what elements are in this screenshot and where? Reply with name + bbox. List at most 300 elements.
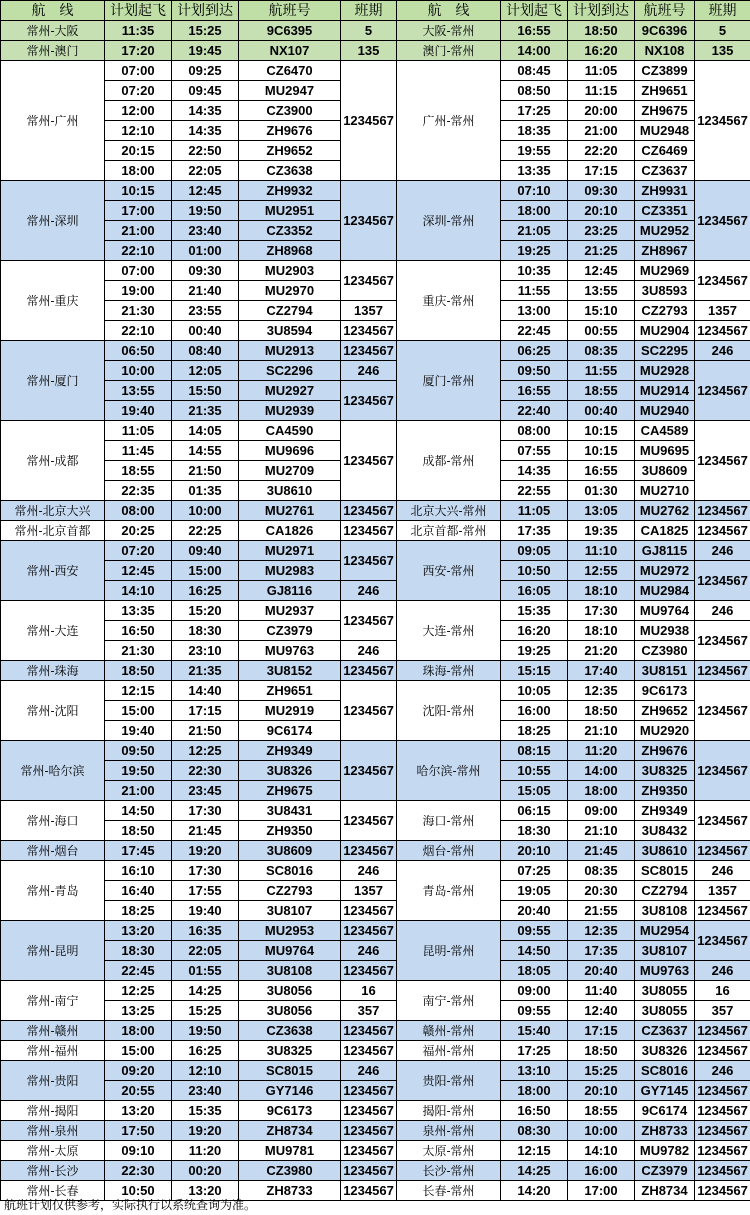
arrive-time: 11:05 bbox=[568, 61, 635, 81]
depart-time: 18:30 bbox=[501, 821, 568, 841]
flight-number: MU2951 bbox=[239, 201, 341, 221]
route-cell: 厦门-常州 bbox=[397, 341, 501, 421]
arrive-time: 10:15 bbox=[568, 421, 635, 441]
days-of-week: 1234567 bbox=[341, 661, 397, 681]
arrive-time: 13:20 bbox=[172, 1181, 239, 1201]
flight-number: MU2948 bbox=[635, 121, 695, 141]
route-cell: 澳门-常州 bbox=[397, 41, 501, 61]
arrive-time: 11:10 bbox=[568, 541, 635, 561]
days-of-week: 1234567 bbox=[695, 1081, 750, 1101]
flight-number: MU9763 bbox=[635, 961, 695, 981]
days-of-week: 246 bbox=[341, 641, 397, 661]
flight-number: ZH8734 bbox=[635, 1181, 695, 1201]
days-of-week: 1234567 bbox=[695, 501, 750, 521]
depart-time: 22:40 bbox=[501, 401, 568, 421]
flight-number: GY7146 bbox=[239, 1081, 341, 1101]
depart-time: 19:05 bbox=[501, 881, 568, 901]
arrive-time: 14:40 bbox=[172, 681, 239, 701]
arrive-time: 17:30 bbox=[568, 601, 635, 621]
depart-time: 08:00 bbox=[501, 421, 568, 441]
depart-time: 16:55 bbox=[501, 21, 568, 41]
depart-time: 07:55 bbox=[501, 441, 568, 461]
route-cell: 赣州-常州 bbox=[397, 1021, 501, 1041]
depart-time: 20:40 bbox=[501, 901, 568, 921]
days-of-week: 5 bbox=[341, 21, 397, 41]
flight-number: MU2971 bbox=[239, 541, 341, 561]
arrive-time: 19:45 bbox=[172, 41, 239, 61]
arrive-time: 23:55 bbox=[172, 301, 239, 321]
route-cell: 广州-常州 bbox=[397, 61, 501, 181]
flight-number: CZ3638 bbox=[239, 1021, 341, 1041]
flight-number: 3U8151 bbox=[635, 661, 695, 681]
arrive-time: 00:20 bbox=[172, 1161, 239, 1181]
arrive-time: 21:40 bbox=[172, 281, 239, 301]
depart-time: 17:35 bbox=[501, 521, 568, 541]
flight-number: 3U8152 bbox=[239, 661, 341, 681]
table-row bbox=[1, 601, 750, 621]
route-cell: 常州-海口 bbox=[1, 801, 105, 841]
depart-time: 20:55 bbox=[105, 1081, 172, 1101]
route-cell: 青岛-常州 bbox=[397, 861, 501, 921]
flight-number: MU2919 bbox=[239, 701, 341, 721]
arrive-time: 21:50 bbox=[172, 721, 239, 741]
table-row bbox=[1, 921, 750, 941]
depart-time: 11:35 bbox=[105, 21, 172, 41]
arrive-time: 19:35 bbox=[568, 521, 635, 541]
days-of-week: 357 bbox=[695, 1001, 750, 1021]
flight-number: 3U8325 bbox=[239, 1041, 341, 1061]
arrive-time: 09:25 bbox=[172, 61, 239, 81]
days-of-week: 1234567 bbox=[341, 1141, 397, 1161]
days-of-week: 1234567 bbox=[341, 1021, 397, 1041]
arrive-time: 19:50 bbox=[172, 201, 239, 221]
depart-time: 19:25 bbox=[501, 241, 568, 261]
depart-time: 16:50 bbox=[105, 621, 172, 641]
depart-time: 18:00 bbox=[105, 161, 172, 181]
flight-number: MU2937 bbox=[239, 601, 341, 621]
days-of-week: 1234567 bbox=[695, 841, 750, 861]
arrive-time: 17:15 bbox=[568, 161, 635, 181]
arrive-time: 09:45 bbox=[172, 81, 239, 101]
route-cell: 常州-厦门 bbox=[1, 341, 105, 421]
flight-number: MU2914 bbox=[635, 381, 695, 401]
arrive-time: 18:50 bbox=[568, 21, 635, 41]
arrive-time: 23:25 bbox=[568, 221, 635, 241]
depart-time: 19:25 bbox=[501, 641, 568, 661]
route-cell: 常州-泉州 bbox=[1, 1121, 105, 1141]
depart-time: 19:55 bbox=[501, 141, 568, 161]
col-days-ret: 班期 bbox=[695, 1, 750, 21]
flight-number: MU2983 bbox=[239, 561, 341, 581]
days-of-week: 1234567 bbox=[695, 1161, 750, 1181]
flight-number: 3U8107 bbox=[239, 901, 341, 921]
days-of-week: 1234567 bbox=[695, 61, 750, 181]
days-of-week: 1234567 bbox=[341, 801, 397, 841]
depart-time: 18:05 bbox=[501, 961, 568, 981]
flight-number: 3U8107 bbox=[635, 941, 695, 961]
depart-time: 09:55 bbox=[501, 1001, 568, 1021]
depart-time: 17:25 bbox=[501, 1041, 568, 1061]
depart-time: 15:00 bbox=[105, 1041, 172, 1061]
arrive-time: 17:40 bbox=[568, 661, 635, 681]
arrive-time: 16:55 bbox=[568, 461, 635, 481]
arrive-time: 22:30 bbox=[172, 761, 239, 781]
arrive-time: 01:00 bbox=[172, 241, 239, 261]
flight-number: ZH9651 bbox=[239, 681, 341, 701]
flight-number: SC8015 bbox=[635, 861, 695, 881]
arrive-time: 18:30 bbox=[172, 621, 239, 641]
depart-time: 10:55 bbox=[501, 761, 568, 781]
flight-number: ZH9676 bbox=[239, 121, 341, 141]
depart-time: 12:00 bbox=[105, 101, 172, 121]
days-of-week: 246 bbox=[341, 1061, 397, 1081]
depart-time: 14:10 bbox=[105, 581, 172, 601]
depart-time: 08:30 bbox=[501, 1121, 568, 1141]
depart-time: 07:20 bbox=[105, 541, 172, 561]
arrive-time: 21:35 bbox=[172, 661, 239, 681]
depart-time: 18:50 bbox=[105, 821, 172, 841]
arrive-time: 11:55 bbox=[568, 361, 635, 381]
depart-time: 19:50 bbox=[105, 761, 172, 781]
route-cell: 北京大兴-常州 bbox=[397, 501, 501, 521]
arrive-time: 18:00 bbox=[568, 781, 635, 801]
days-of-week: 246 bbox=[695, 961, 750, 981]
route-cell: 烟台-常州 bbox=[397, 841, 501, 861]
flight-number: MU2954 bbox=[635, 921, 695, 941]
col-arrive-ret: 计划到达 bbox=[568, 1, 635, 21]
flight-number: MU9696 bbox=[239, 441, 341, 461]
depart-time: 07:25 bbox=[501, 861, 568, 881]
days-of-week: 135 bbox=[341, 41, 397, 61]
flight-number: CA1825 bbox=[635, 521, 695, 541]
days-of-week: 246 bbox=[341, 941, 397, 961]
arrive-time: 08:35 bbox=[568, 861, 635, 881]
flight-number: MU2762 bbox=[635, 501, 695, 521]
arrive-time: 23:10 bbox=[172, 641, 239, 661]
route-cell: 常州-大阪 bbox=[1, 21, 105, 41]
table-row bbox=[1, 1101, 750, 1121]
route-cell: 长春-常州 bbox=[397, 1181, 501, 1201]
days-of-week: 1234567 bbox=[695, 901, 750, 921]
depart-time: 21:00 bbox=[105, 221, 172, 241]
route-cell: 常州-广州 bbox=[1, 61, 105, 181]
depart-time: 21:05 bbox=[501, 221, 568, 241]
arrive-time: 10:15 bbox=[568, 441, 635, 461]
depart-time: 17:50 bbox=[105, 1121, 172, 1141]
arrive-time: 12:35 bbox=[568, 681, 635, 701]
route-cell: 海口-常州 bbox=[397, 801, 501, 841]
depart-time: 17:00 bbox=[105, 201, 172, 221]
table-row bbox=[1, 841, 750, 861]
route-cell: 常州-北京大兴 bbox=[1, 501, 105, 521]
table-row bbox=[1, 301, 750, 321]
flight-number: SC2295 bbox=[635, 341, 695, 361]
depart-time: 13:25 bbox=[105, 1001, 172, 1021]
flight-number: MU2927 bbox=[239, 381, 341, 401]
days-of-week: 1234567 bbox=[695, 801, 750, 841]
flight-number: MU2928 bbox=[635, 361, 695, 381]
flight-number: ZH9652 bbox=[239, 141, 341, 161]
flight-number: 9C6174 bbox=[635, 1101, 695, 1121]
depart-time: 22:35 bbox=[105, 481, 172, 501]
flight-number: 3U8055 bbox=[635, 981, 695, 1001]
days-of-week: 1234567 bbox=[341, 501, 397, 521]
route-cell: 常州-沈阳 bbox=[1, 681, 105, 741]
days-of-week: 1234567 bbox=[341, 1101, 397, 1121]
depart-time: 20:10 bbox=[501, 841, 568, 861]
route-cell: 长沙-常州 bbox=[397, 1161, 501, 1181]
arrive-time: 13:05 bbox=[568, 501, 635, 521]
route-cell: 常州-昆明 bbox=[1, 921, 105, 981]
flight-number: 3U8609 bbox=[239, 841, 341, 861]
flight-number: 9C6396 bbox=[635, 21, 695, 41]
flight-number: MU9763 bbox=[239, 641, 341, 661]
route-cell: 常州-澳门 bbox=[1, 41, 105, 61]
days-of-week: 1357 bbox=[695, 301, 750, 321]
route-cell: 重庆-常州 bbox=[397, 261, 501, 341]
arrive-time: 18:55 bbox=[568, 1101, 635, 1121]
depart-time: 09:50 bbox=[501, 361, 568, 381]
depart-time: 08:45 bbox=[501, 61, 568, 81]
days-of-week: 1234567 bbox=[695, 621, 750, 661]
days-of-week: 1234567 bbox=[695, 421, 750, 501]
arrive-time: 22:20 bbox=[568, 141, 635, 161]
route-cell: 成都-常州 bbox=[397, 421, 501, 501]
depart-time: 12:15 bbox=[501, 1141, 568, 1161]
days-of-week: 246 bbox=[695, 601, 750, 621]
flight-number: SC8016 bbox=[239, 861, 341, 881]
days-of-week: 1234567 bbox=[695, 1021, 750, 1041]
flight-number: ZH9931 bbox=[635, 181, 695, 201]
route-cell: 常州-烟台 bbox=[1, 841, 105, 861]
depart-time: 21:30 bbox=[105, 641, 172, 661]
days-of-week: 246 bbox=[695, 861, 750, 881]
depart-time: 07:10 bbox=[501, 181, 568, 201]
depart-time: 15:05 bbox=[501, 781, 568, 801]
flight-number: CA4590 bbox=[239, 421, 341, 441]
arrive-time: 19:50 bbox=[172, 1021, 239, 1041]
days-of-week: 1234567 bbox=[341, 261, 397, 301]
days-of-week: 16 bbox=[695, 981, 750, 1001]
depart-time: 17:45 bbox=[105, 841, 172, 861]
days-of-week: 1234567 bbox=[695, 261, 750, 301]
route-cell: 大连-常州 bbox=[397, 601, 501, 661]
arrive-time: 18:10 bbox=[568, 581, 635, 601]
flight-number: ZH9349 bbox=[239, 741, 341, 761]
flight-number: CZ3638 bbox=[239, 161, 341, 181]
flight-number: CZ3980 bbox=[635, 641, 695, 661]
col-route-ret: 航 线 bbox=[397, 1, 501, 21]
schedule-body bbox=[1, 21, 750, 1201]
flight-number: CZ3979 bbox=[635, 1161, 695, 1181]
depart-time: 13:35 bbox=[501, 161, 568, 181]
days-of-week: 1234567 bbox=[341, 841, 397, 861]
flight-number: 3U8432 bbox=[635, 821, 695, 841]
table-row bbox=[1, 1001, 750, 1021]
depart-time: 09:05 bbox=[501, 541, 568, 561]
arrive-time: 21:20 bbox=[568, 641, 635, 661]
table-row bbox=[1, 1161, 750, 1181]
route-cell: 太原-常州 bbox=[397, 1141, 501, 1161]
route-cell: 常州-揭阳 bbox=[1, 1101, 105, 1121]
arrive-time: 20:10 bbox=[568, 201, 635, 221]
depart-time: 06:50 bbox=[105, 341, 172, 361]
flight-number: 3U8108 bbox=[635, 901, 695, 921]
col-arrive-out: 计划到达 bbox=[172, 1, 239, 21]
arrive-time: 20:30 bbox=[568, 881, 635, 901]
col-depart-ret: 计划起飞 bbox=[501, 1, 568, 21]
depart-time: 14:25 bbox=[501, 1161, 568, 1181]
days-of-week: 1234567 bbox=[341, 961, 397, 981]
route-cell: 泉州-常州 bbox=[397, 1121, 501, 1141]
table-row bbox=[1, 61, 750, 81]
table-row bbox=[1, 741, 750, 761]
flight-number: 3U8056 bbox=[239, 981, 341, 1001]
arrive-time: 21:25 bbox=[568, 241, 635, 261]
flight-number: CZ3980 bbox=[239, 1161, 341, 1181]
depart-time: 18:50 bbox=[105, 661, 172, 681]
days-of-week: 1357 bbox=[341, 301, 397, 321]
flight-number: MU2904 bbox=[635, 321, 695, 341]
arrive-time: 16:00 bbox=[568, 1161, 635, 1181]
arrive-time: 16:20 bbox=[568, 41, 635, 61]
route-cell: 南宁-常州 bbox=[397, 981, 501, 1021]
flight-number: CA4589 bbox=[635, 421, 695, 441]
depart-time: 18:25 bbox=[501, 721, 568, 741]
flight-number: MU2984 bbox=[635, 581, 695, 601]
arrive-time: 01:35 bbox=[172, 481, 239, 501]
arrive-time: 15:25 bbox=[172, 21, 239, 41]
table-row bbox=[1, 881, 750, 901]
arrive-time: 10:00 bbox=[172, 501, 239, 521]
depart-time: 19:40 bbox=[105, 401, 172, 421]
days-of-week: 1234567 bbox=[341, 1161, 397, 1181]
arrive-time: 08:35 bbox=[568, 341, 635, 361]
depart-time: 22:45 bbox=[105, 961, 172, 981]
days-of-week: 1234567 bbox=[341, 381, 397, 421]
depart-time: 17:20 bbox=[105, 41, 172, 61]
flight-number: 3U8325 bbox=[635, 761, 695, 781]
arrive-time: 12:40 bbox=[568, 1001, 635, 1021]
arrive-time: 21:00 bbox=[568, 121, 635, 141]
flight-number: MU2920 bbox=[635, 721, 695, 741]
col-days-out: 班期 bbox=[341, 1, 397, 21]
depart-time: 16:50 bbox=[501, 1101, 568, 1121]
days-of-week: 246 bbox=[695, 341, 750, 361]
days-of-week: 1357 bbox=[341, 881, 397, 901]
route-cell: 常州-青岛 bbox=[1, 861, 105, 921]
depart-time: 09:00 bbox=[501, 981, 568, 1001]
arrive-time: 23:40 bbox=[172, 221, 239, 241]
flight-number: CZ6469 bbox=[635, 141, 695, 161]
flight-number: MU9781 bbox=[239, 1141, 341, 1161]
arrive-time: 14:05 bbox=[172, 421, 239, 441]
table-row bbox=[1, 1061, 750, 1081]
days-of-week: 1234567 bbox=[695, 321, 750, 341]
arrive-time: 22:05 bbox=[172, 941, 239, 961]
arrive-time: 16:25 bbox=[172, 1041, 239, 1061]
depart-time: 09:10 bbox=[105, 1141, 172, 1161]
days-of-week: 1234567 bbox=[695, 1181, 750, 1201]
days-of-week: 1234567 bbox=[695, 1141, 750, 1161]
flight-number: CZ3900 bbox=[239, 101, 341, 121]
flight-number: CZ2794 bbox=[635, 881, 695, 901]
table-row bbox=[1, 1121, 750, 1141]
route-cell: 北京首都-常州 bbox=[397, 521, 501, 541]
route-cell: 常州-南宁 bbox=[1, 981, 105, 1021]
route-cell: 深圳-常州 bbox=[397, 181, 501, 261]
depart-time: 21:00 bbox=[105, 781, 172, 801]
days-of-week: 1234567 bbox=[695, 1121, 750, 1141]
depart-time: 11:45 bbox=[105, 441, 172, 461]
arrive-time: 15:25 bbox=[568, 1061, 635, 1081]
days-of-week: 1234567 bbox=[695, 521, 750, 541]
arrive-time: 17:15 bbox=[172, 701, 239, 721]
depart-time: 08:50 bbox=[501, 81, 568, 101]
arrive-time: 09:00 bbox=[568, 801, 635, 821]
depart-time: 14:50 bbox=[501, 941, 568, 961]
flight-number: 3U8610 bbox=[239, 481, 341, 501]
depart-time: 18:55 bbox=[105, 461, 172, 481]
route-cell: 福州-常州 bbox=[397, 1041, 501, 1061]
table-row bbox=[1, 641, 750, 661]
route-cell: 常州-长春 bbox=[1, 1181, 105, 1201]
depart-time: 16:00 bbox=[501, 701, 568, 721]
depart-time: 06:15 bbox=[501, 801, 568, 821]
table-row bbox=[1, 541, 750, 561]
flight-number: 3U8594 bbox=[239, 321, 341, 341]
depart-time: 11:05 bbox=[501, 501, 568, 521]
flight-number: CZ3899 bbox=[635, 61, 695, 81]
flight-number: 3U8056 bbox=[239, 1001, 341, 1021]
depart-time: 13:00 bbox=[501, 301, 568, 321]
flight-number: 9C6174 bbox=[239, 721, 341, 741]
arrive-time: 15:00 bbox=[172, 561, 239, 581]
depart-time: 13:55 bbox=[105, 381, 172, 401]
route-cell: 常州-福州 bbox=[1, 1041, 105, 1061]
flight-number: MU2969 bbox=[635, 261, 695, 281]
table-row bbox=[1, 261, 750, 281]
table-row bbox=[1, 421, 750, 441]
depart-time: 16:10 bbox=[105, 861, 172, 881]
arrive-time: 01:55 bbox=[172, 961, 239, 981]
arrive-time: 16:25 bbox=[172, 581, 239, 601]
days-of-week: 1234567 bbox=[695, 921, 750, 961]
depart-time: 22:55 bbox=[501, 481, 568, 501]
arrive-time: 01:30 bbox=[568, 481, 635, 501]
depart-time: 09:50 bbox=[105, 741, 172, 761]
col-flight-out: 航班号 bbox=[239, 1, 341, 21]
arrive-time: 18:50 bbox=[568, 701, 635, 721]
flight-number: GJ8115 bbox=[635, 541, 695, 561]
flight-number: CZ3352 bbox=[239, 221, 341, 241]
days-of-week: 1234567 bbox=[341, 1181, 397, 1201]
flight-number: 3U8055 bbox=[635, 1001, 695, 1021]
flight-number: NX108 bbox=[635, 41, 695, 61]
depart-time: 22:10 bbox=[105, 321, 172, 341]
arrive-time: 09:40 bbox=[172, 541, 239, 561]
flight-number: ZH9651 bbox=[635, 81, 695, 101]
days-of-week: 135 bbox=[695, 41, 750, 61]
days-of-week: 357 bbox=[341, 1001, 397, 1021]
days-of-week: 246 bbox=[341, 581, 397, 601]
days-of-week: 1234567 bbox=[341, 421, 397, 501]
flight-number: ZH9652 bbox=[635, 701, 695, 721]
arrive-time: 00:55 bbox=[568, 321, 635, 341]
depart-time: 10:15 bbox=[105, 181, 172, 201]
flight-number: 3U8326 bbox=[239, 761, 341, 781]
flight-number: MU2952 bbox=[635, 221, 695, 241]
